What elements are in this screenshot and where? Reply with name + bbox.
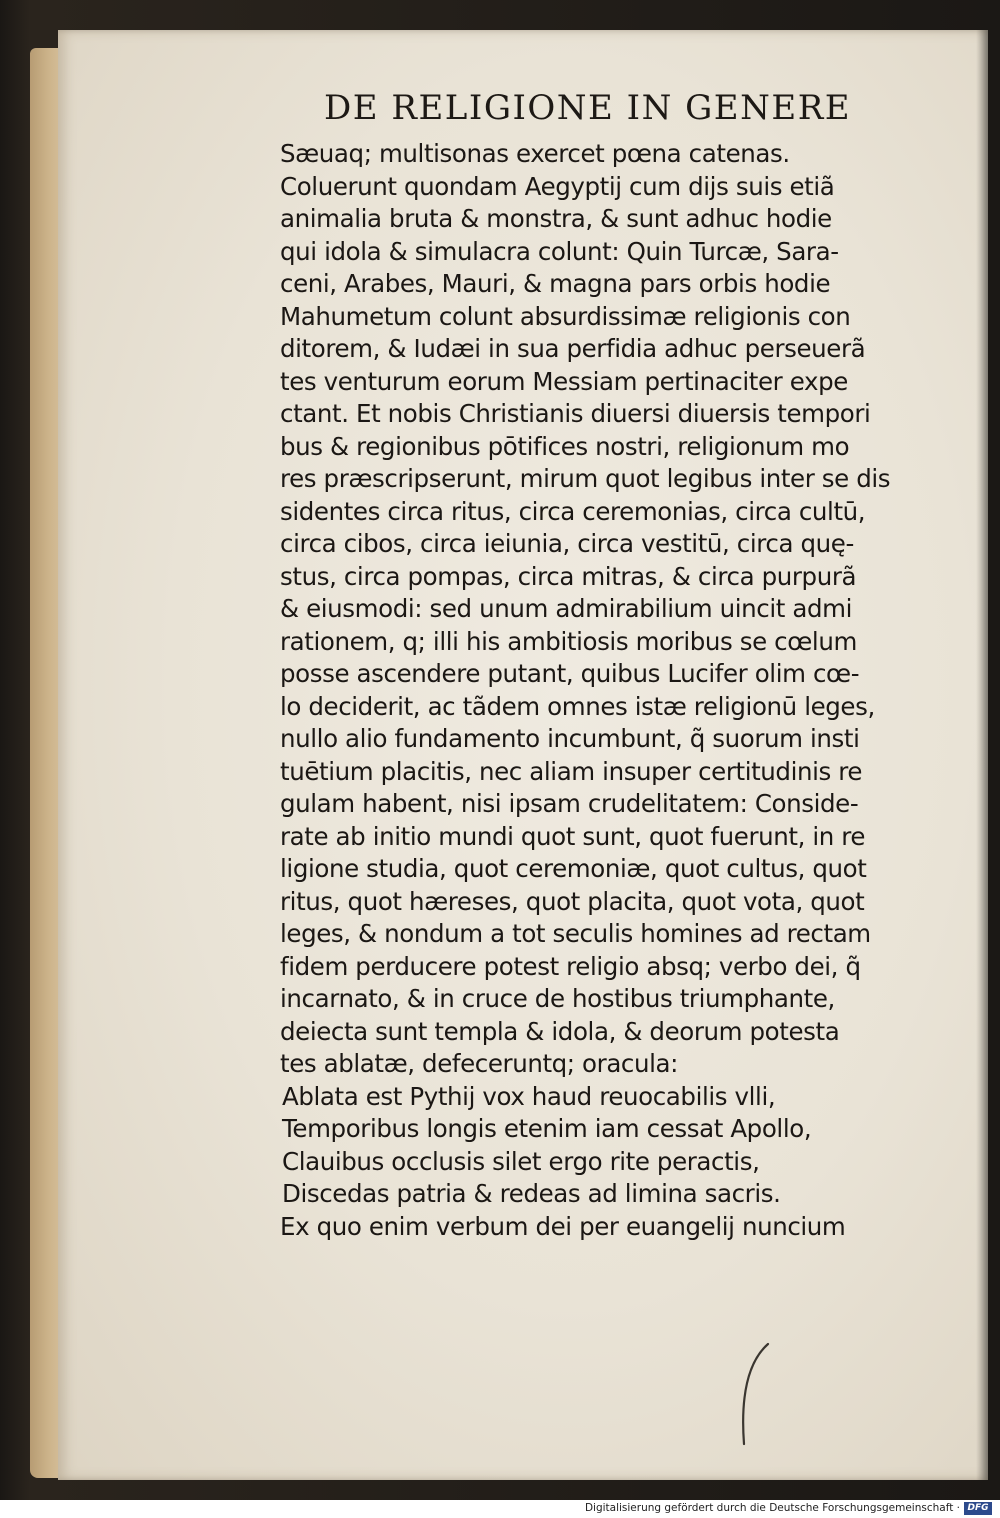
funding-credit: Digitalisierung gefördert durch die Deutsche Forschungsgemeinschaft · [584, 1502, 960, 1514]
verse-line: Discedas patria & redeas ad limina sacris. [282, 1179, 781, 1208]
text-line: incarnato, & in cruce de hostibus triumphante, [280, 984, 835, 1013]
text-line: circa cibos, circa ieiunia, circa vestitū, circa quę- [280, 529, 854, 558]
dfg-logo: DFG [964, 1502, 992, 1515]
text-line: bus & regionibus pōtifices nostri, religionum mo [280, 431, 850, 461]
text-line: rate ab initio mundi quot sunt, quot fuerunt, in re [280, 821, 866, 851]
text-line: ligione studia, quot ceremoniæ, quot cultus, quot [280, 854, 867, 883]
text-line: ritus, quot hæreses, quot placita, quot vota, quot [280, 886, 865, 916]
text-line: animalia bruta & monstra, & sunt adhuc hodie [280, 204, 832, 233]
text-line: tes venturum eorum Messiam pertinaciter expe [280, 366, 848, 396]
page-body [280, 138, 920, 1243]
text-line: res præscripserunt, mirum quot legibus inter se dis [280, 464, 891, 493]
text-line: rationem, q; illi his ambitiosis moribus se cœlum [280, 626, 857, 656]
text-line: tuētium placitis, nec aliam insuper certitudinis re [280, 756, 863, 786]
text-line: qui idola & simulacra colunt: Quin Turcæ, Sara- [280, 236, 839, 266]
text-line: leges, & nondum a tot seculis homines ad rectam [280, 919, 871, 948]
footer-bar [0, 1500, 1000, 1518]
running-title: DE RELIGIONE IN GENERE [324, 88, 852, 128]
text-line: fidem perducere potest religio absq; verbo dei, q̃ [280, 951, 861, 981]
text-line: Coluerunt quondam Aegyptij cum dijs suis etiã [280, 171, 835, 201]
text-line: ceni, Arabes, Mauri, & magna pars orbis hodie [280, 269, 831, 298]
text-line: & eiusmodi: sed unum admirabilium uincit admi [280, 594, 852, 623]
text-line: sidentes circa ritus, circa ceremonias, circa cultū, [280, 496, 866, 526]
text-line: gulam habent, nisi ipsam crudelitatem: Conside- [280, 789, 859, 818]
text-line: Mahumetum colunt absurdissimæ religionis con [280, 301, 851, 331]
text-line: Sæuaq; multisonas exercet pœna catenas. [280, 139, 790, 168]
verse-line: Temporibus longis etenim iam cessat Apollo, [282, 1114, 812, 1143]
text-line: deiecta sunt templa & idola, & deorum potesta [280, 1016, 840, 1046]
text-line: nullo alio fundamento incumbunt, q̃ suorum insti [280, 724, 860, 753]
text-line: tes ablatæ, defeceruntq; oracula: [280, 1049, 679, 1078]
verse-line: Clauibus occlusis silet ergo rite peractis, [282, 1146, 760, 1176]
text-line: lo deciderit, ac tãdem omnes istæ religionū leges, [280, 691, 875, 721]
text-line: Ex quo enim verbum dei per euangelij nuncium [280, 1211, 846, 1241]
text-line: posse ascendere putant, quibus Lucifer olim cœ- [280, 659, 860, 688]
text-line: stus, circa pompas, circa mitras, & circa purpurã [280, 561, 857, 591]
text-line: ctant. Et nobis Christianis diuersi diuersis tempori [280, 399, 871, 428]
verse-line: Ablata est Pythij vox haud reuocabilis vlli, [282, 1081, 776, 1111]
text-line: ditorem, & Iudæi in sua perfidia adhuc perseuerã [280, 334, 866, 363]
pencil-mark [730, 1340, 790, 1450]
